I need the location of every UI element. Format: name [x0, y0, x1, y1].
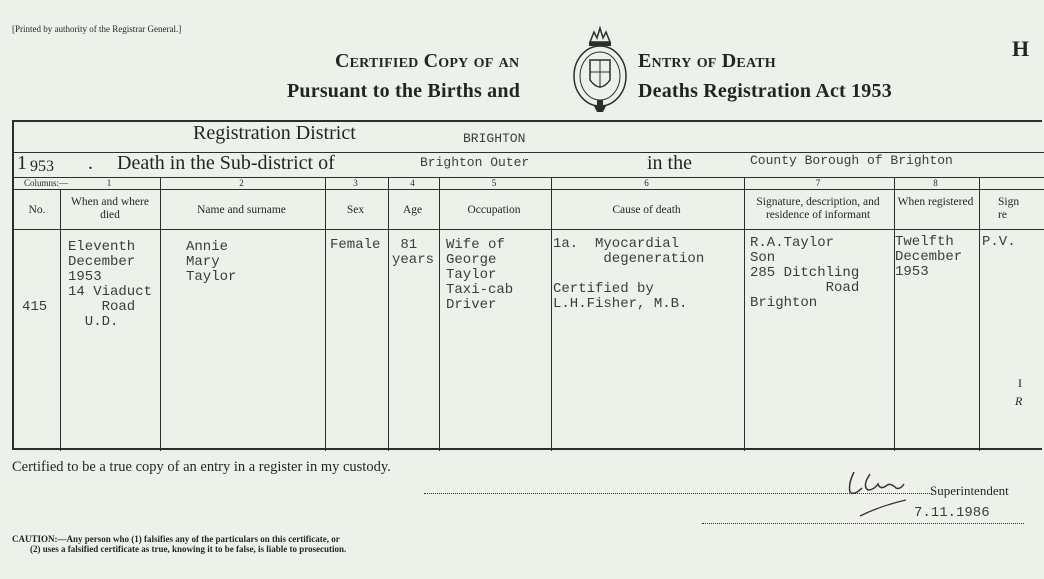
superintendent-label: Superintendent — [930, 483, 1009, 498]
header-when-where: When and where died — [71, 196, 149, 221]
entry-when-where: Eleventh December 1953 14 Viaduct Road U.D. — [68, 239, 153, 330]
entry-registrar: P.V. — [982, 234, 1016, 250]
title-right-line-1: Entry of Death — [638, 50, 776, 72]
edge-text-2: R — [1015, 394, 1023, 408]
header-no: No. — [28, 204, 46, 216]
certificate-date: 7.11.1986 — [914, 505, 990, 521]
column-number: 8 — [933, 178, 938, 188]
entry-name: Annie Mary Taylor — [186, 239, 237, 285]
entry-no: 415 — [22, 299, 48, 315]
royal-arms-icon — [568, 24, 632, 116]
handwritten-signature — [840, 466, 912, 518]
entry-occupation: Wife of George Taylor Taxi-cab Driver — [446, 237, 514, 313]
header-cause: Cause of death — [612, 204, 681, 216]
subdistrict-label: Death in the Sub-district of — [117, 152, 335, 174]
certified-statement: Certified to be a true copy of an entry in a register in my custody. — [12, 459, 391, 475]
column-number: 4 — [410, 178, 415, 188]
column-number: 5 — [491, 178, 497, 188]
registration-district-label: Registration District — [193, 122, 356, 144]
header-occupation: Occupation — [467, 204, 521, 216]
header-name: Name and surname — [197, 204, 286, 216]
column-number: 2 — [239, 178, 244, 188]
year-prefix: 1 — [17, 152, 27, 174]
in-the-label: in the — [647, 152, 692, 174]
title-left-line-1: Certified Copy of an — [335, 50, 520, 72]
caution-line-2: (2) uses a falsified certificate as true, knowing it to be false, is liable to prosecution. — [30, 544, 347, 554]
date-line — [702, 523, 1024, 524]
corner-letter: H — [1012, 36, 1030, 61]
printed-by-note: [Printed by authority of the Registrar General.] — [12, 24, 182, 34]
caution-line-1: CAUTION:—Any person who (1) falsifies any of the particulars on this certificate, or — [12, 534, 340, 544]
entry-when-registered: Twelfth December 1953 — [895, 234, 963, 280]
column-number: 1 — [106, 178, 112, 188]
edge-text-1: I — [1018, 376, 1022, 390]
title-right-line-2: Deaths Registration Act 1953 — [638, 80, 892, 102]
year-value: 953 — [30, 158, 54, 175]
entry-cause: 1a. Myocardial degeneration Certified by L.H.Fisher, M.B. — [553, 236, 705, 312]
header-age: Age — [402, 204, 423, 216]
header-sex: Sex — [346, 204, 365, 216]
column-number: 6 — [644, 178, 649, 188]
subdistrict-value: Brighton Outer — [420, 155, 530, 170]
column-number: 7 — [815, 178, 821, 188]
entry-informant: R.A.Taylor Son 285 Ditchling Road Brighton — [750, 235, 860, 311]
columns-label: Columns:— — [24, 178, 69, 188]
header-registrar-signature: Sign re — [998, 196, 1020, 221]
header-when-registered: When registered — [897, 196, 974, 208]
entry-age: 81 years — [392, 237, 435, 268]
column-number: 3 — [353, 178, 358, 188]
registration-district-value: BRIGHTON — [463, 131, 526, 146]
header-informant: Signature, description, and residence of informant — [756, 196, 880, 221]
county-value: County Borough of Brighton — [750, 153, 953, 168]
title-left-line-2: Pursuant to the Births and — [287, 80, 521, 102]
entry-sex: Female — [330, 237, 381, 253]
